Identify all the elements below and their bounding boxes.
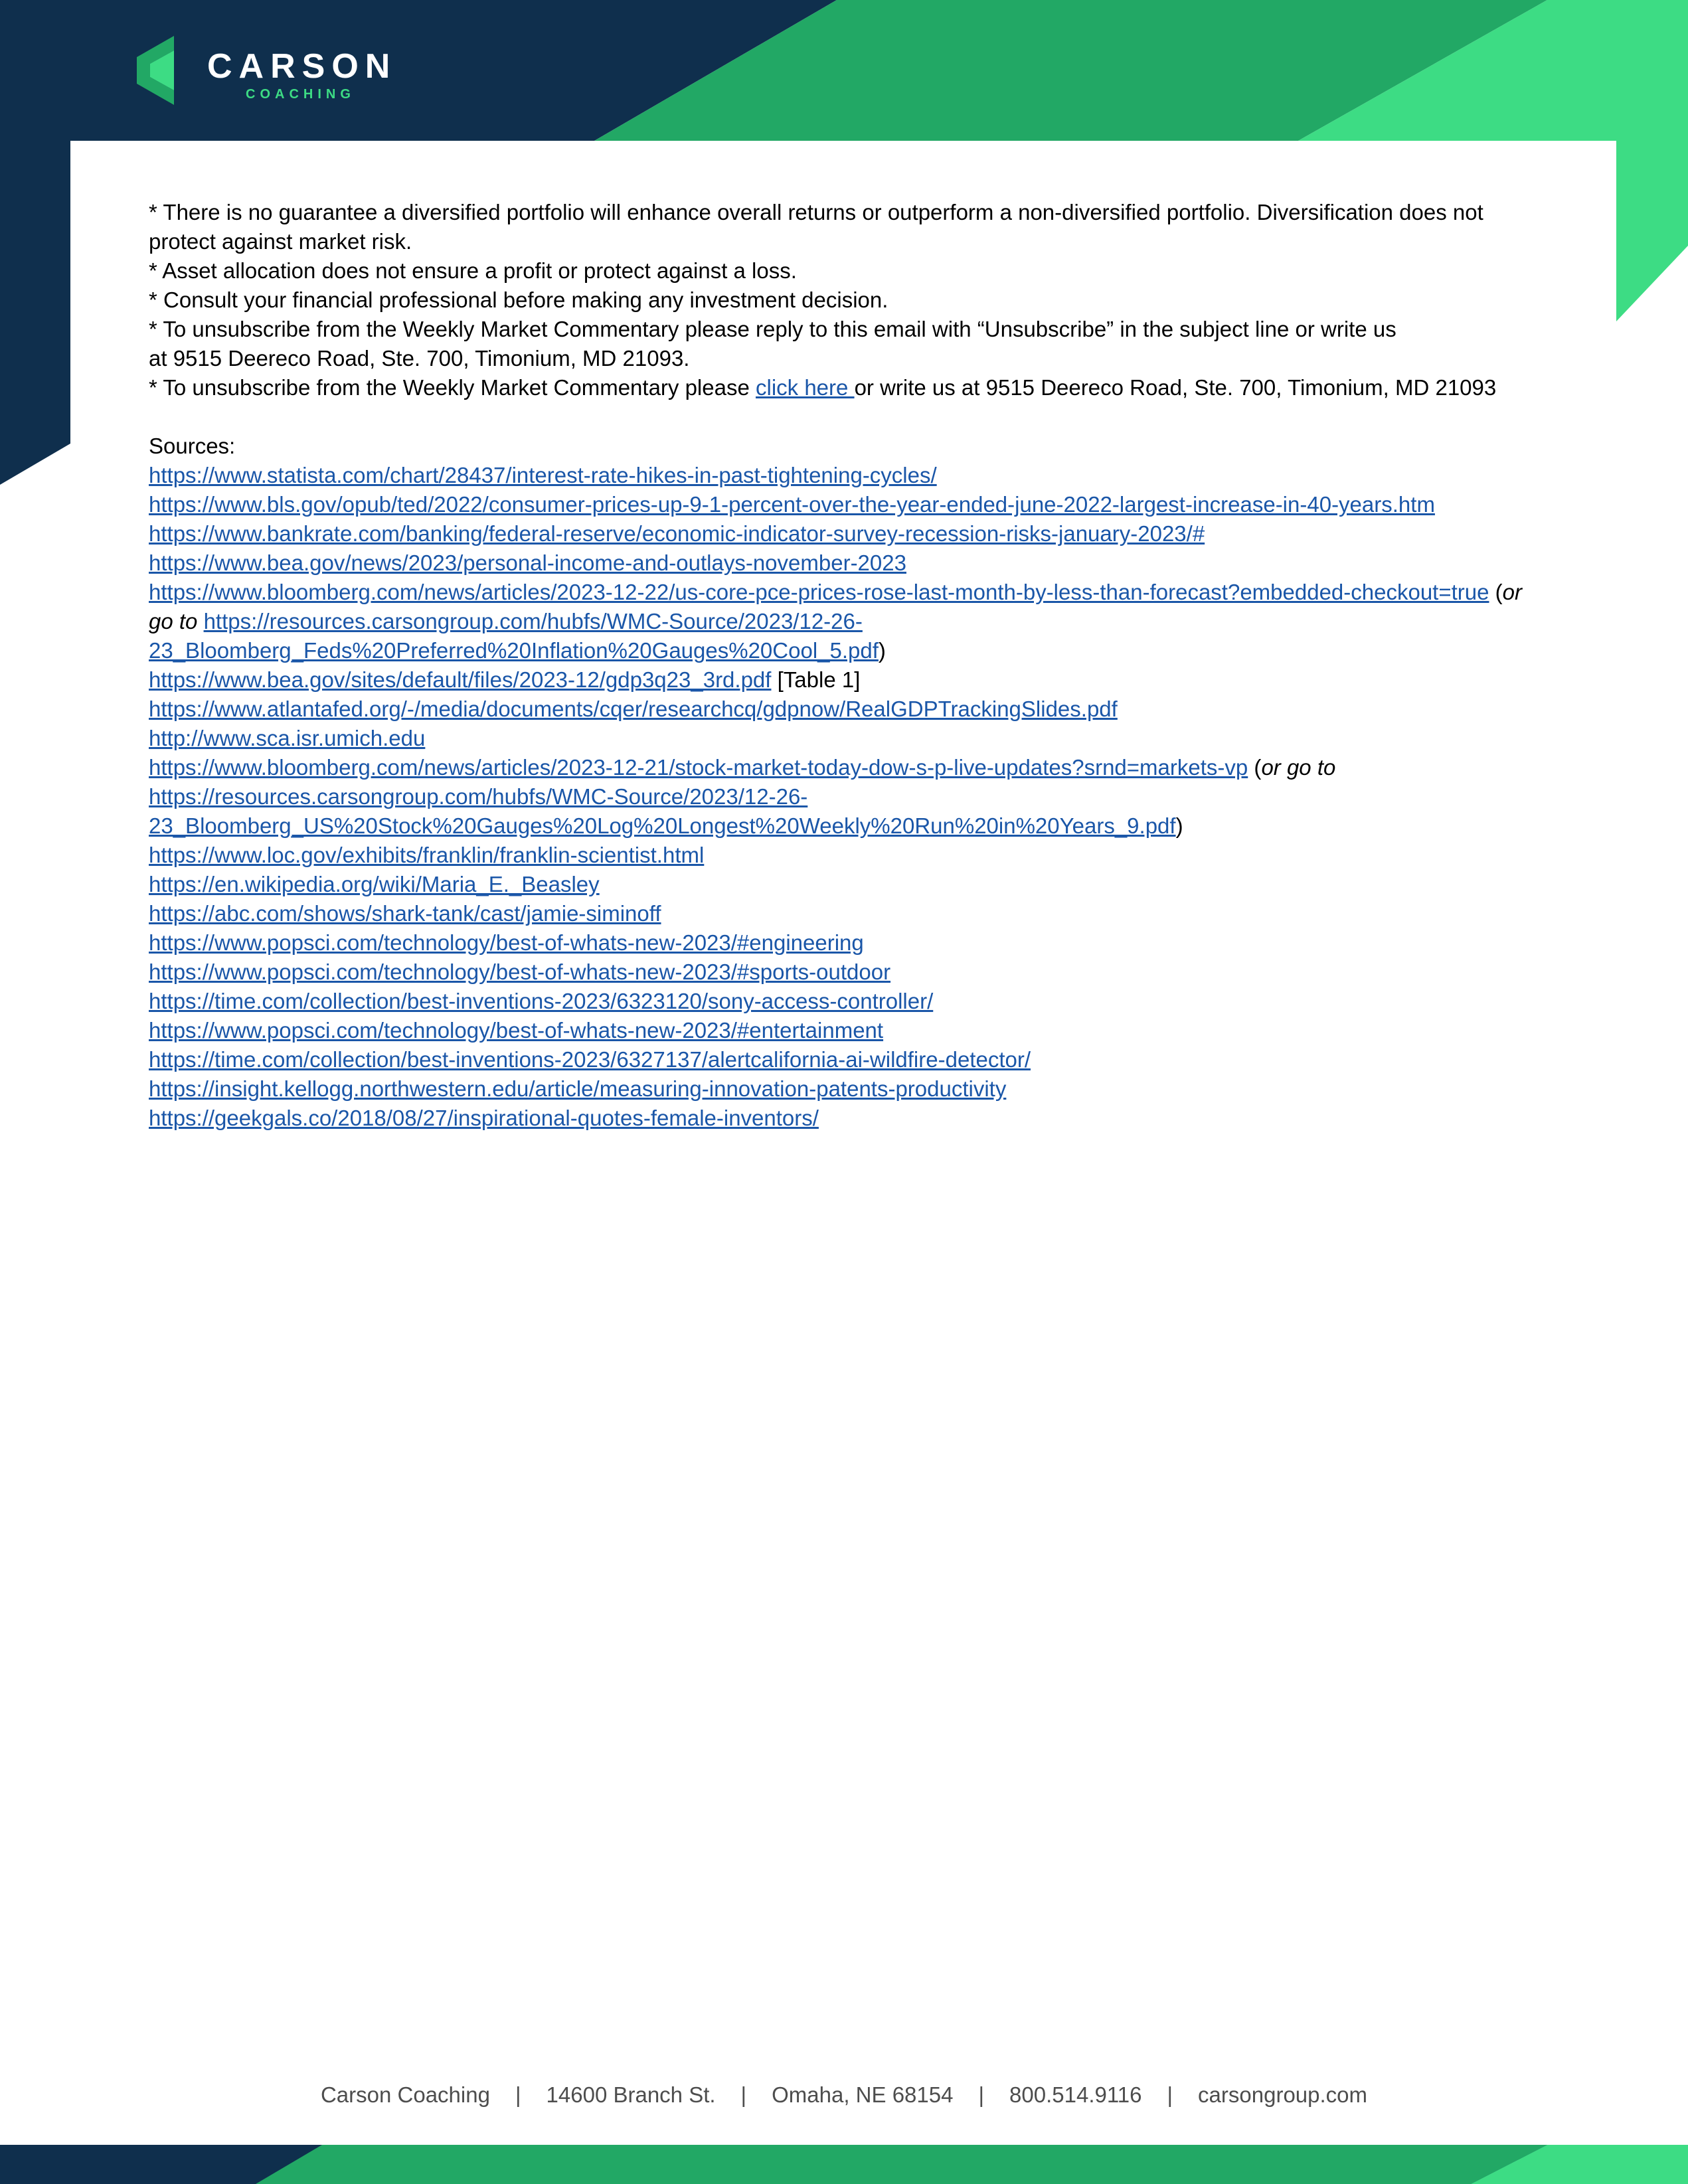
source-open-paren: ( [1248,755,1262,780]
source-link[interactable]: https://www.bea.gov/news/2023/personal-income-and-outlays-november-2023 [149,550,906,575]
source-link[interactable]: http://www.sca.isr.umich.edu [149,726,426,750]
spacer [149,402,1550,432]
carson-logo [137,36,402,109]
source-item [149,578,1550,665]
source-close-paren: ) [1175,813,1183,838]
disclaimer-asset-allocation: * Asset allocation does not ensure a profit or protect against a loss. [149,258,797,283]
disclaimer-unsubscribe-email [149,315,1550,373]
source-item [149,753,1550,841]
footer-company: Carson Coaching [320,2082,490,2107]
footer-separator: | [740,2082,747,2107]
footer-green-dark-shape [256,2145,1547,2184]
source-link[interactable]: https://geekgals.co/2018/08/27/inspirational-quotes-female-inventors/ [149,1106,819,1130]
source-link[interactable]: https://en.wikipedia.org/wiki/Maria_E._Beasley [149,872,600,896]
source-item [149,1045,1550,1074]
source-item [149,987,1550,1016]
disclaimer-diversification: * There is no guarantee a diversified portfolio will enhance overall returns or outperform a non-diversified portfolio. Diversification does not protect against market risk. [149,200,1483,254]
source-close-paren: ) [878,638,886,663]
source-item [149,841,1550,870]
source-item [149,1016,1550,1045]
source-item [149,490,1550,519]
source-item [149,928,1550,958]
footer-separator: | [978,2082,985,2107]
source-link[interactable]: https://www.popsci.com/technology/best-of-whats-new-2023/#entertainment [149,1018,884,1043]
disclaimer-unsubscribe-email-line1: * To unsubscribe from the Weekly Market Commentary please reply to this email with “Unsubscribe” in the subject line or write us [149,317,1396,341]
footer-separator: | [515,2082,521,2107]
click-here-link[interactable]: click here [756,375,855,400]
source-note: [Table 1] [771,667,861,692]
disclaimer-unsubscribe-link [149,373,1550,402]
unsubscribe-text-pre: * To unsubscribe from the Weekly Market Commentary please [149,375,756,400]
source-link[interactable]: https://www.bloomberg.com/news/articles/2023-12-22/us-core-pce-prices-rose-last-month-by-less-than-forecast?embedded-checkout=true [149,580,1489,604]
footer-website: carsongroup.com [1198,2082,1368,2107]
disclosures-content [149,198,1550,1133]
source-link[interactable]: https://insight.kellogg.northwestern.edu/article/measuring-innovation-patents-productivity [149,1076,1007,1101]
logo-subtitle: COACHING [246,87,355,102]
or-go-to-text: or go to [149,580,1522,633]
source-link[interactable]: https://www.popsci.com/technology/best-of-whats-new-2023/#engineering [149,930,864,955]
footer-band [0,2145,1688,2184]
source-link[interactable]: https://www.bankrate.com/banking/federal-reserve/economic-indicator-survey-recession-risks-january-2023/# [149,521,1205,546]
footer-separator: | [1167,2082,1173,2107]
source-link[interactable]: https://www.bloomberg.com/news/articles/2023-12-21/stock-market-today-dow-s-p-live-updates?srnd=markets-vp [149,755,1248,780]
source-link[interactable]: https://www.bea.gov/sites/default/files/2023-12/gdp3q23_3rd.pdf [149,667,772,692]
source-item [149,899,1550,928]
or-go-to-text: or go to [1261,755,1336,780]
source-item [149,461,1550,490]
sources-heading: Sources: [149,434,236,458]
source-open-paren: ( [1489,580,1503,604]
carson-logo-mark-icon [137,36,178,105]
footer-address: 14600 Branch St. [546,2082,716,2107]
source-item [149,724,1550,753]
source-item [149,870,1550,899]
source-link[interactable]: https://www.bls.gov/opub/ted/2022/consumer-prices-up-9-1-percent-over-the-year-ended-june-2022-largest-increase-in-40-years.htm [149,492,1435,517]
source-alt-link[interactable]: https://resources.carsongroup.com/hubfs/WMC-Source/2023/12-26-23_Bloomberg_Feds%20Preferred%20Inflation%20Gauges%20Cool_5.pdf [149,609,879,663]
source-item [149,665,1550,695]
source-link[interactable]: https://time.com/collection/best-inventions-2023/6323120/sony-access-controller/ [149,989,934,1013]
source-item [149,958,1550,987]
source-link[interactable]: https://abc.com/shows/shark-tank/cast/jamie-siminoff [149,901,661,926]
source-item [149,1074,1550,1104]
source-link[interactable]: https://www.atlantafed.org/-/media/documents/cqer/researchcq/gdpnow/RealGDPTrackingSlides.pdf [149,697,1118,721]
source-link[interactable]: https://www.popsci.com/technology/best-of-whats-new-2023/#sports-outdoor [149,960,891,984]
disclaimer-consult: * Consult your financial professional before making any investment decision. [149,288,888,312]
footer-phone: 800.514.9116 [1009,2082,1142,2107]
source-item [149,548,1550,578]
source-link[interactable]: https://www.statista.com/chart/28437/interest-rate-hikes-in-past-tightening-cycles/ [149,463,937,487]
source-link[interactable]: https://www.loc.gov/exhibits/franklin/franklin-scientist.html [149,843,705,867]
source-item [149,519,1550,548]
source-item [149,695,1550,724]
source-alt-link[interactable]: https://resources.carsongroup.com/hubfs/WMC-Source/2023/12-26-23_Bloomberg_US%20Stock%20Gauges%20Log%20Longest%20Weekly%20Run%20in%20Years_9.pdf [149,784,1176,838]
logo-wordmark: CARSON [207,47,397,86]
source-item [149,1104,1550,1133]
source-link[interactable]: https://time.com/collection/best-inventions-2023/6327137/alertcalifornia-ai-wildfire-detector/ [149,1047,1031,1072]
disclaimer-unsubscribe-email-line2: at 9515 Deereco Road, Ste. 700, Timonium, MD 21093. [149,346,690,371]
footer-city: Omaha, NE 68154 [772,2082,954,2107]
footer-contact [0,2080,1688,2110]
unsubscribe-text-post: or write us at 9515 Deereco Road, Ste. 700, Timonium, MD 21093 [854,375,1497,400]
